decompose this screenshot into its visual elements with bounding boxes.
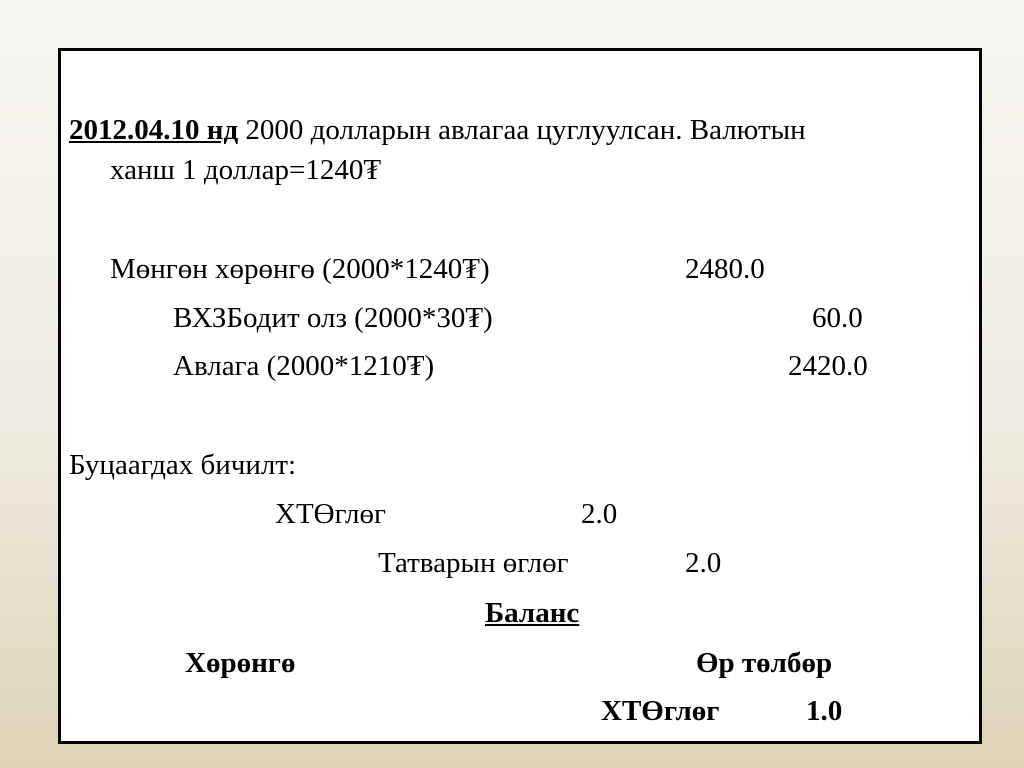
transaction-date: 2012.04.10 нд [69, 114, 239, 146]
entry-label-cash: Мөнгөн хөрөнгө (2000*1240₮) [110, 253, 490, 285]
balance-row-amount: 1.0 [806, 695, 843, 727]
intro-text-1: 2000 долларын авлагаа цуглуулсан. Валютын [238, 114, 806, 146]
entry-label-receivable: Авлага (2000*1210₮) [173, 350, 435, 382]
reversal-credit-label: Татварын өглөг [378, 547, 569, 579]
balance-row-label: ХТӨглөг [601, 695, 720, 727]
reversal-credit-amount: 2.0 [685, 547, 722, 579]
intro-line-2: ханш 1 доллар=1240₮ [110, 154, 382, 186]
entry-label-fx-gain: ВХЗБодит олз (2000*30₮) [173, 302, 493, 334]
intro-line-1 [69, 113, 806, 147]
balance-title: Баланс [485, 597, 580, 629]
reversal-heading: Буцаагдах бичилт: [69, 449, 297, 481]
reversal-debit-label: ХТӨглөг [275, 498, 386, 530]
entry-amount-cash: 2480.0 [685, 253, 765, 285]
assets-header: Хөрөнгө [185, 647, 296, 679]
entry-amount-fx-gain: 60.0 [812, 302, 863, 334]
liabilities-header: Өр төлбөр [696, 647, 833, 679]
reversal-debit-amount: 2.0 [581, 498, 618, 530]
entry-amount-receivable: 2420.0 [788, 350, 868, 382]
